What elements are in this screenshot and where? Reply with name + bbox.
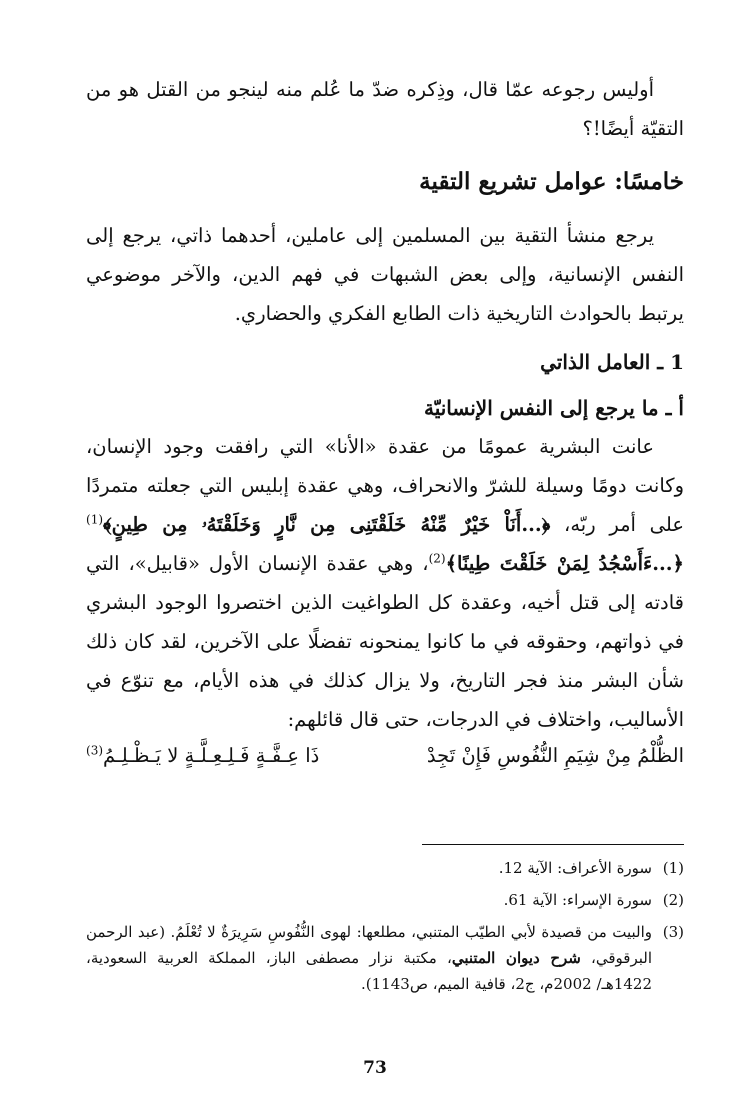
main-paragraph-part2: ، وهي عقدة الإنسان الأول «قابيل»، التي قادته إلى قتل أخيه، وعقدة كل الطواغيت الذين اختصروا الوجود البشري في ذواتهم، وحقوقه في ما كانوا يمنحونه تفضلًا على الآخرين، لقد كان ذلك شأن البشر منذ فجر التاريخ، ولا يزال كذلك في هذه الأيام، مع تنوّع في الأساليب، واختلاف في الدرجات، حتى قال قائلهم: (86, 552, 684, 731)
poetry-verse (86, 739, 684, 773)
footnote-text (86, 919, 652, 997)
footnote-ref-3: (3) (86, 743, 104, 758)
quran-verse-2: ﴿...ءَأَسْجُدُ لِمَنْ خَلَقْتَ طِينًا﴾ (445, 552, 684, 575)
page-body (86, 70, 684, 773)
footnote-text: سورة الإسراء: الآية 61. (503, 891, 652, 909)
footnote-separator (422, 844, 684, 845)
footnote-3 (86, 919, 684, 997)
intro-paragraph: أوليس رجوعه عمّا قال، وذِكره ضدّ ما عُلم منه لينجو من القتل هو من التقيّة أيضًا!؟ (86, 78, 684, 140)
main-paragraph-part1: عانت البشرية عمومًا من عقدة «الأنا» التي رافقت وجود الإنسان، وكانت دومًا وسيلة للشرّ والانحراف، وهي عقدة إبليس التي جعلته متمردًا على أمر ربّه، (86, 435, 685, 536)
footnote-1 (86, 855, 684, 881)
verse-second-hemistich (86, 739, 319, 773)
subheading-human-self: أ ـ ما يرجع إلى النفس الإنسانيّة (423, 396, 684, 420)
footnote-text-a: والبيت من قصيدة لأبي الطيّب المتنبي، مطلعها: لهوى النُّفُوسِ سَرِيرَةٌ لا تُعْلَمُ. (عبد الرحمن البرقوقي، (86, 923, 653, 967)
footnote-text-b: ، مكتبة نزار مصطفى الباز، المملكة العربية السعودية، 1422هـ/ 2002م، ج2، قافية الميم، ص1143). (86, 949, 652, 993)
verse-second-text: ذَا عِـفَّـةٍ فَـلِـعِـلَّـةٍ لا يَـظْـلِـمُ (103, 744, 320, 767)
main-paragraph (86, 427, 684, 739)
verse-first-hemistich: الظُّلْمُ مِنْ شِيَمِ النُّفُوسِ فَإِنْ تَجِدْ (426, 744, 684, 767)
footnote-number: (1) (662, 859, 684, 877)
footnote-ref-1: (1) (86, 512, 104, 527)
footnote-book-title: شرح ديوان المتنبي (451, 949, 581, 967)
section-paragraph: يرجع منشأ التقية بين المسلمين إلى عاملين، أحدهما ذاتي، يرجع إلى النفس الإنسانية، وإلى بعض الشبهات في فهم الدين، والآخر موضوعي يرتبط بالحوادث التاريخية ذات الطابع الفكري والحضاري. (86, 224, 684, 325)
footnote-number: (3) (662, 923, 684, 941)
page-number: 73 (363, 1058, 387, 1078)
footnote-ref-2: (2) (428, 551, 446, 566)
footnotes (86, 855, 684, 1003)
footnote-2 (86, 887, 684, 913)
subheading-subjective-factor: 1 ـ العامل الذاتي (540, 350, 684, 374)
section-heading: خامسًا: عوامل تشريع التقية (419, 168, 684, 195)
footnote-text: سورة الأعراف: الآية 12. (498, 859, 652, 877)
quran-verse-1: ﴿...أَنَاْ خَيْرٌ مِّنْهُ خَلَقْتَنِى مِن نَّارٍ وَخَلَقْتَهُۥ مِن طِينٍ﴾ (103, 513, 551, 536)
footnote-number: (2) (662, 891, 684, 909)
